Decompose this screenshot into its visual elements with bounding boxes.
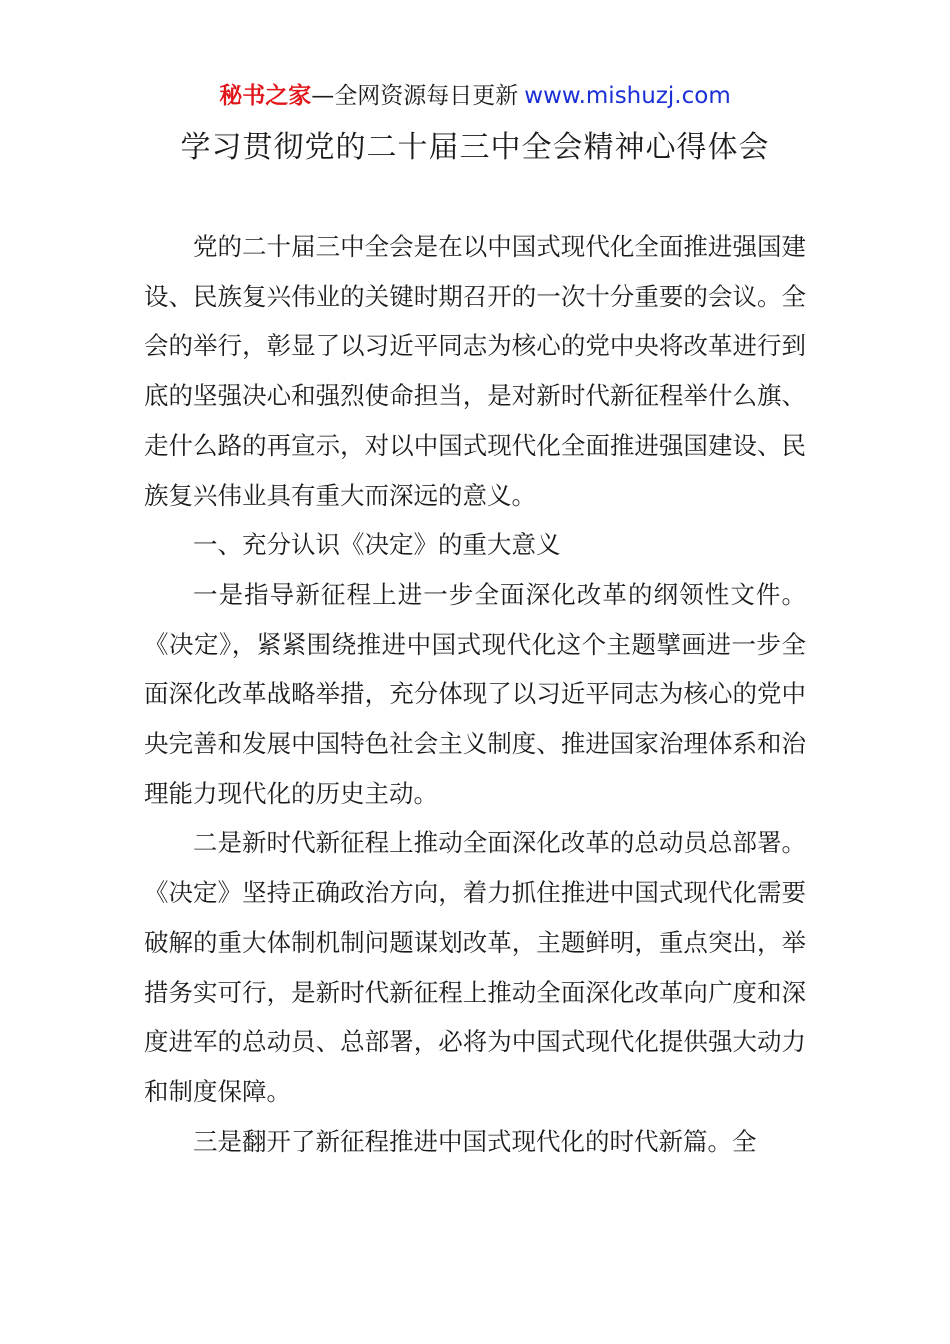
paragraph-point-one: 一是指导新征程上进一步全面深化改革的纲领性文件。《决定》，紧紧围绕推进中国式现代化这个主题擘画进一步全面深化改革战略举措，充分体现了以习近平同志为核心的党中央完善和发展中国特色社会主义制度、推进国家治理体系和治理能力现代化的历史主动。 [144, 579, 806, 808]
paragraph-point-three: 三是翻开了新征程推进中国式现代化的时代新篇。全 [193, 1126, 757, 1156]
header-tagline: —全网资源每日更新 [311, 83, 519, 109]
paragraph-point-two: 二是新时代新征程上推动全面深化改革的总动员总部署。《决定》坚持正确政治方向，着力抓住推进中国式现代化需要破解的重大体制机制问题谋划改革，主题鲜明，重点突出，举措务实可行，是新时代新征程上推动全面深化改革向广度和深度进军的总动员、总部署，必将为中国式现代化提供强大动力和制度保障。 [144, 828, 806, 1106]
document-body [144, 222, 806, 1166]
site-header [0, 80, 950, 112]
section-heading: 一、充分认识《决定》的重大意义 [193, 530, 561, 560]
paragraph-intro: 党的二十届三中全会是在以中国式现代化全面推进强国建设、民族复兴伟业的关键时期召开的一次十分重要的会议。全会的举行，彰显了以习近平同志为核心的党中央将改革进行到底的坚强决心和强烈使命担当，是对新时代新征程举什么旗、走什么路的再宣示，对以中国式现代化全面推进强国建设、民族复兴伟业具有重大而深远的意义。 [144, 232, 806, 510]
brand-name: 秘书之家 [219, 83, 312, 109]
document-title: 学习贯彻党的二十届三中全会精神心得体会 [180, 130, 770, 165]
site-url-link[interactable]: www.mishuzj.com [524, 83, 731, 109]
